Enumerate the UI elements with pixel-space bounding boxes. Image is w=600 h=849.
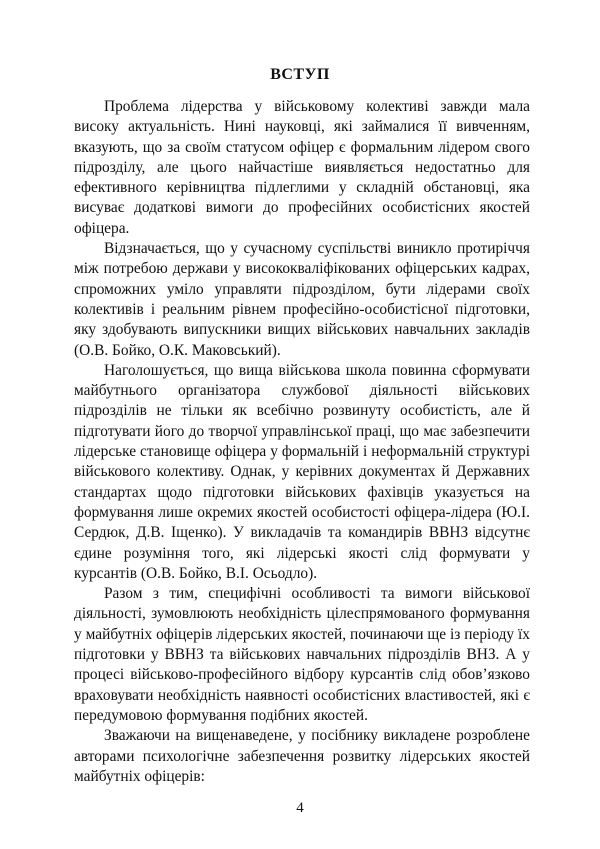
paragraph: Зважаючи на вищенаведене, у посібнику викладене розроблене авторами психологічне забезпечення розвитку лідерських якостей майбутніх офіцерів: <box>74 727 530 785</box>
paragraph: Проблема лідерства у військовому колективі завжди мала високу актуальність. Нині науковці, які займалися її вивченням, вказують, що за своїм статусом офіцер є формальним лідером свого підрозділу, але цього найчастіше виявляється недостатньо для ефективного керівництва підлеглими у складній обстановці, яка висуває додаткові вимоги до професійних особистісних якостей офіцера. <box>74 98 530 237</box>
paragraph: Відзначається, що у сучасному суспільстві виникло протиріччя між потребою держави у висококваліфікованих офіцерських кадрах, спроможних уміло управляти підрозділом, бути лідерами своїх колективів і реальним рівнем професійно-особистісної підготовки, яку здобувають випускники вищих військових навчальних закладів (О.В. Бойко, О.К. Маковський). <box>74 240 530 359</box>
page-number: 4 <box>296 800 304 816</box>
paragraph: Разом з тим, специфічні особливості та вимоги військової діяльності, зумовлюють необхідність цілеспрямованого формування у майбутніх офіцерів лідерських якостей, починаючи ще із періоду їх підготовки у ВВНЗ та військових навчальних підрозділів ВНЗ. А у процесі військово-професійного відбору курсантів слід обов’язково враховувати необхідність наявності особистісних властивостей, які є передумовою формування подібних якостей. <box>74 585 530 724</box>
section-title: ВСТУП <box>270 66 330 83</box>
body-text <box>74 97 530 787</box>
paragraph: Наголошується, що вища військова школа повинна сформувати майбутнього організатора службової діяльності військових підрозділів не тільки як всебічно розвинуту особистість, але й підготувати його до творчої управлінської праці, що має забезпечити лідерське становище офіцера у формальній і неформальній структурі військового колективу. Однак, у керівних документах й Державних стандартах щодо підготовки військових фахівців указується на формування лише окремих якостей особистості офіцера-лідера (Ю.І. Сердюк, Д.В. Іщенко). У викладачів та командирів ВВНЗ відсутнє єдине розуміння того, які лідерські якості слід формувати у курсантів (О.В. Бойко, В.І. Осьодло). <box>74 361 530 582</box>
